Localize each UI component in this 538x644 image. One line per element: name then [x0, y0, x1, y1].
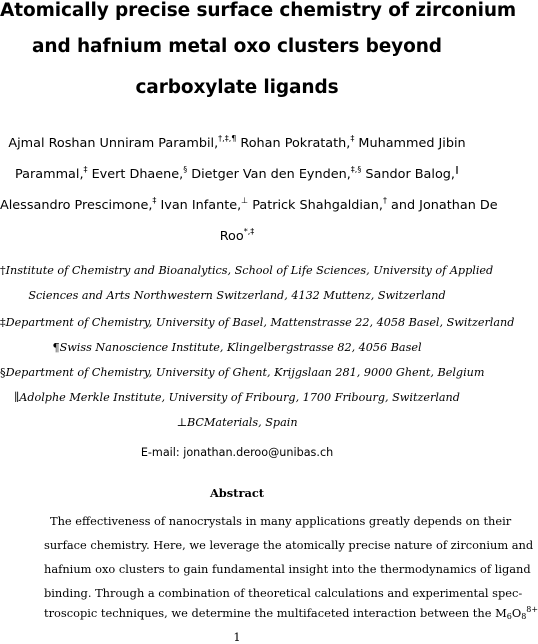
- author-name: and Jonathan De: [386, 198, 498, 213]
- affiliation-line: [0, 341, 474, 354]
- abstract-line: The effectiveness of nanocrystals in many applications greatly depends on their: [50, 514, 512, 528]
- authors-line-2: [0, 164, 474, 182]
- author-affiliation-mark: ∥: [454, 164, 459, 174]
- author-affiliation-mark: ⊥: [241, 195, 249, 205]
- authors-line-4: [0, 226, 474, 244]
- affiliation-line: [0, 391, 474, 404]
- affiliation-mark: ¶: [52, 341, 60, 354]
- affiliation-mark: ‡: [0, 316, 6, 329]
- author-affiliation-mark: *,‡: [243, 226, 255, 236]
- affiliation-text: Institute of Chemistry and Bioanalytics, School of Life Sciences, University of Applied: [5, 264, 494, 277]
- authors-line-1: [0, 133, 474, 151]
- affiliation-text: Adolphe Merkle Institute, University of Fribourg, 1700 Fribourg, Switzerland: [19, 391, 460, 404]
- author-name: Roo: [219, 229, 244, 244]
- abstract-line-last: [44, 605, 538, 621]
- author-affiliation-mark: ‡: [152, 195, 157, 205]
- affiliation-line: [0, 264, 494, 277]
- affiliation-text: Department of Chemistry, University of Basel, Mattenstrasse 22, 4058 Basel, Switzerland: [5, 316, 515, 329]
- abstract-line: surface chemistry. Here, we leverage the atomically precise nature of zirconium and: [44, 538, 534, 552]
- author-affiliation-mark: ‡,§: [350, 164, 362, 174]
- abstract-line: hafnium oxo clusters to gain fundamental insight into the thermodynamics of ligand: [44, 562, 531, 576]
- formula-metal-count: 6: [506, 612, 512, 621]
- formula-charge: 8+: [526, 605, 538, 614]
- affiliation-mark: ⊥: [176, 416, 187, 429]
- abstract-heading: Abstract: [209, 486, 265, 500]
- author-name: Evert Dhaene,: [87, 167, 184, 182]
- authors-line-3: [0, 195, 498, 213]
- affiliation-line: [0, 366, 485, 379]
- author-name: Rohan Pokratath,: [236, 136, 351, 151]
- author-name: Parammal,: [15, 167, 84, 182]
- affiliation-mark: §: [0, 366, 6, 379]
- author-name: Ivan Infante,: [156, 198, 242, 213]
- cluster-formula: [495, 606, 538, 620]
- title-line-3: carboxylate ligands: [135, 77, 339, 98]
- author-name: Ajmal Roshan Unniram Parambil,: [8, 136, 219, 151]
- affiliation-text: Department of Chemistry, University of Ghent, Krijgslaan 281, 9000 Ghent, Belgium: [5, 366, 485, 379]
- affiliation-line: [0, 289, 474, 302]
- author-name: Muhammed Jibin: [354, 136, 466, 151]
- corresponding-email[interactable]: E-mail: jonathan.deroo@unibas.ch: [140, 446, 334, 459]
- abstract-line: binding. Through a combination of theoretical calculations and experimental spec-: [44, 586, 523, 600]
- author-affiliation-mark: †: [382, 195, 387, 205]
- author-affiliation-mark: ‡: [83, 164, 88, 174]
- author-name: Dietger Van den Eynden,: [187, 167, 351, 182]
- affiliation-text: Sciences and Arts Northwestern Switzerland, 4132 Muttenz, Switzerland: [28, 289, 446, 302]
- author-name: Sandor Balog,: [361, 167, 455, 182]
- author-name: Patrick Shahgaldian,: [248, 198, 383, 213]
- author-name: Alessandro Prescimone,: [0, 198, 153, 213]
- affiliation-text: Swiss Nanoscience Institute, Klingelbergstrasse 82, 4056 Basel: [59, 341, 422, 354]
- abstract-line-text: troscopic techniques, we determine the multifaceted interaction between the: [44, 606, 492, 620]
- title-line-1: Atomically precise surface chemistry of zirconium: [0, 0, 517, 21]
- author-affiliation-mark: §: [183, 164, 188, 174]
- formula-oxygen-count: 8: [521, 612, 527, 621]
- affiliation-mark: †: [0, 264, 6, 277]
- affiliation-line: [0, 416, 474, 429]
- page-number: 1: [233, 630, 241, 644]
- formula-metal: M: [495, 606, 507, 620]
- author-affiliation-mark: ‡: [350, 133, 355, 143]
- title-line-2: and hafnium metal oxo clusters beyond: [32, 36, 442, 57]
- affiliation-text: BCMaterials, Spain: [186, 416, 298, 429]
- affiliation-line: [0, 316, 515, 329]
- formula-oxygen: O: [511, 606, 522, 620]
- affiliation-mark: ∥: [14, 391, 20, 404]
- author-affiliation-mark: †,‡,¶: [218, 133, 237, 143]
